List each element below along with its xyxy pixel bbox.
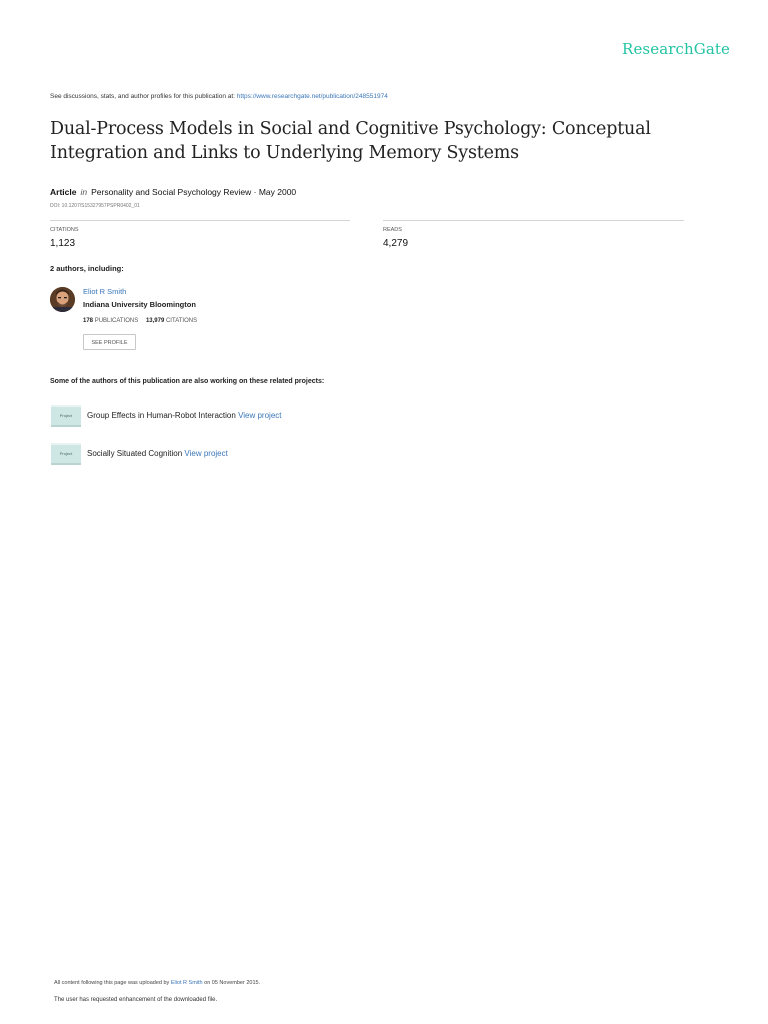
journal-name[interactable]: Personality and Social Psychology Review [91, 187, 252, 197]
see-profile-button[interactable]: SEE PROFILE [83, 334, 136, 350]
view-project-link[interactable]: View project [238, 411, 282, 420]
project-text [87, 411, 282, 420]
publication-date: May 2000 [258, 187, 297, 197]
author-publications-label: PUBLICATIONS [94, 318, 139, 324]
reads-value: 4,279 [383, 238, 409, 249]
related-projects-heading: Some of the authors of this publication are also working on these related projects: [50, 378, 325, 385]
uploader-link[interactable]: Eliot R Smith [170, 980, 203, 986]
publication-meta [50, 187, 296, 197]
date-separator: · [251, 187, 259, 197]
project-name: Group Effects in Human-Robot Interaction [87, 411, 236, 420]
view-project-link[interactable]: View project [184, 449, 228, 458]
project-icon: Project [51, 443, 81, 465]
project-text [87, 449, 228, 458]
citations-divider [50, 220, 350, 221]
author-publications-count: 178 [83, 318, 94, 324]
discussion-line [50, 93, 388, 100]
publication-type: Article [50, 187, 77, 197]
author-avatar[interactable] [50, 287, 75, 312]
in-word: in [80, 187, 88, 197]
author-citations-label: CITATIONS [165, 318, 198, 324]
publication-url-link[interactable]: https://www.researchgate.net/publication/248551974 [236, 93, 388, 100]
reads-label: READS [383, 227, 402, 233]
publication-title: Dual-Process Models in Social and Cognitive Psychology: Conceptual Integration and Links to Underlying Memory Systems [50, 119, 651, 163]
citations-label: CITATIONS [50, 227, 79, 233]
project-icon: Project [51, 405, 81, 427]
reads-divider [383, 220, 684, 221]
enhancement-note: The user has requested enhancement of the downloaded file. [54, 997, 218, 1003]
authors-heading: 2 authors, including: [50, 264, 124, 273]
author-name-link[interactable]: Eliot R Smith [83, 287, 127, 296]
upload-notice [54, 980, 260, 986]
author-institution: Indiana University Bloomington [83, 300, 196, 309]
author-stats [83, 318, 197, 324]
author-photo-icon [50, 287, 75, 312]
doi: DOI: 10.1207/S15327957PSPR0402_01 [50, 203, 140, 209]
citations-value: 1,123 [50, 238, 76, 249]
upload-suffix: on 05 November 2015. [202, 980, 261, 986]
author-citations-count: 13,979 [145, 318, 165, 324]
project-name: Socially Situated Cognition [87, 449, 183, 458]
upload-prefix: All content following this page was uploaded by [54, 980, 171, 986]
researchgate-logo[interactable]: ResearchGate [622, 40, 730, 58]
discussion-text: See discussions, stats, and author profiles for this publication at: [50, 93, 237, 100]
